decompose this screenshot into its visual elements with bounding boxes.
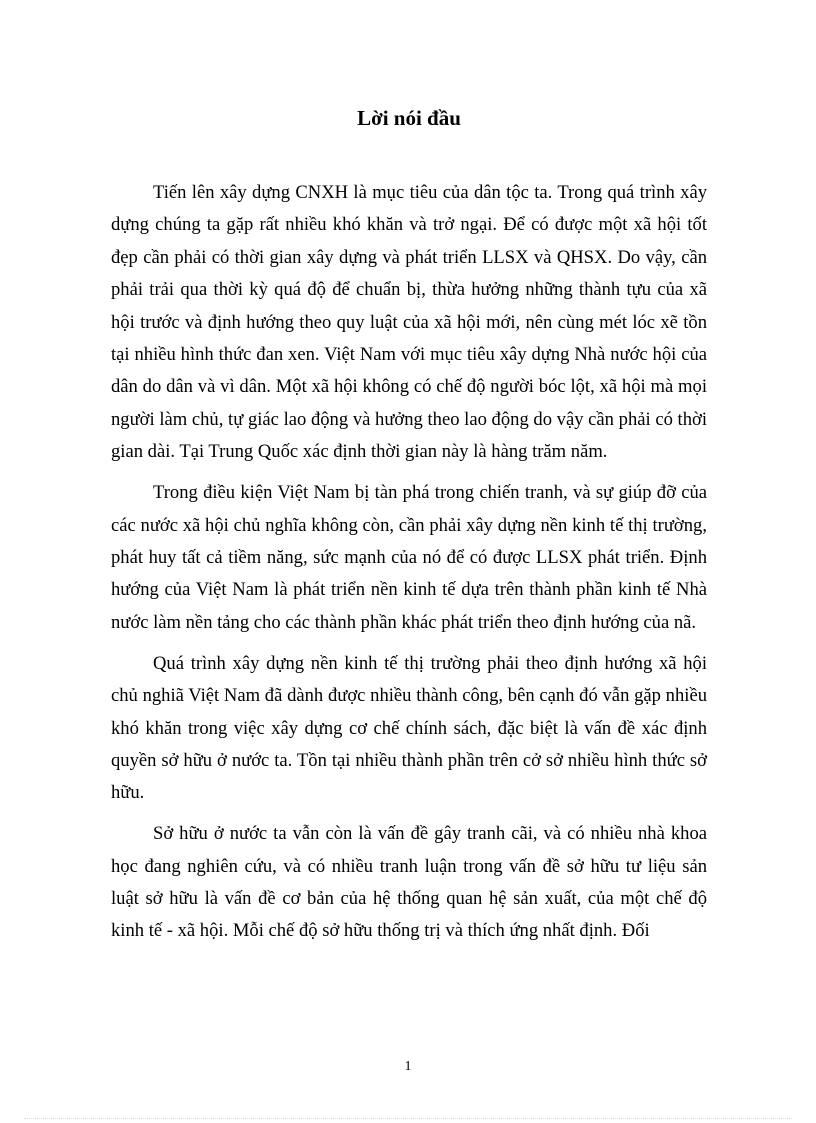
paragraph-2: Trong điều kiện Việt Nam bị tàn phá trong chiến tranh, và sự giúp đỡ của các nước xã hội chủ nghĩa không còn, cần phải xây dựng nền kinh tế thị trường, phát huy tất cả tiềm năng, sức mạnh của nó để có được LLSX phát triển. Định hướng của Việt Nam là phát triển nền kinh tế dựa trên thành phần kinh tế Nhà nước làm nền tảng cho các thành phần khác phát triển theo định hướng của nã. <box>111 482 707 633</box>
page-bottom-border <box>24 1118 792 1119</box>
paragraph-1: Tiến lên xây dựng CNXH là mục tiêu của dân tộc ta. Trong quá trình xây dựng chúng ta gặp rất nhiều khó khăn và trở ngại. Để có được một xã hội tốt đẹp cần phải có thời gian xây dựng và phát triển LLSX và QHSX. Do vậy, cần phải trải qua thời kỳ quá độ để chuẩn bị, thừa hưởng những thành tựu của xã hội trước và định hướng theo quy luật của xã hội mới, nên cùng mét lóc xẽ tồn tại nhiều hình thức đan xen. Việt Nam với mục tiêu xây dựng Nhà nước hội của dân do dân và vì dân. Một xã hội không có chế độ người bóc lột, xã hội mà mọi người làm chủ, tự giác lao động và hưởng theo lao động do vậy cần phải có thời gian dài. Tại Trung Quốc xác định thời gian này là hàng trăm năm. <box>111 182 707 463</box>
page-number: 1 <box>404 1059 412 1074</box>
paragraph-4: Sở hữu ở nước ta vẫn còn là vấn đề gây tranh cãi, và có nhiều nhà khoa học đang nghiên cứu, và có nhiều tranh luận trong vấn đề sở hữu tư liệu sản luật sở hữu là vấn đề cơ bản của hệ thống quan hệ sản xuất, của một chế độ kinh tế - xã hội. Mỗi chế độ sở hữu thống trị và thích ứng nhất định. Đối <box>111 823 707 942</box>
document-body <box>111 177 707 956</box>
document-title: Lời nói đầu <box>357 106 461 130</box>
paragraph-3: Quá trình xây dựng nền kinh tế thị trường phải theo định hướng xã hội chủ nghiã Việt Nam đã dành được nhiều thành công, bên cạnh đó vẫn gặp nhiều khó khăn trong việc xây dựng cơ chế chính sách, đặc biệt là vấn đề xác định quyền sở hữu ở nước ta. Tồn tại nhiều thành phần trên cở sở nhiều hình thức sở hữu. <box>111 652 707 804</box>
